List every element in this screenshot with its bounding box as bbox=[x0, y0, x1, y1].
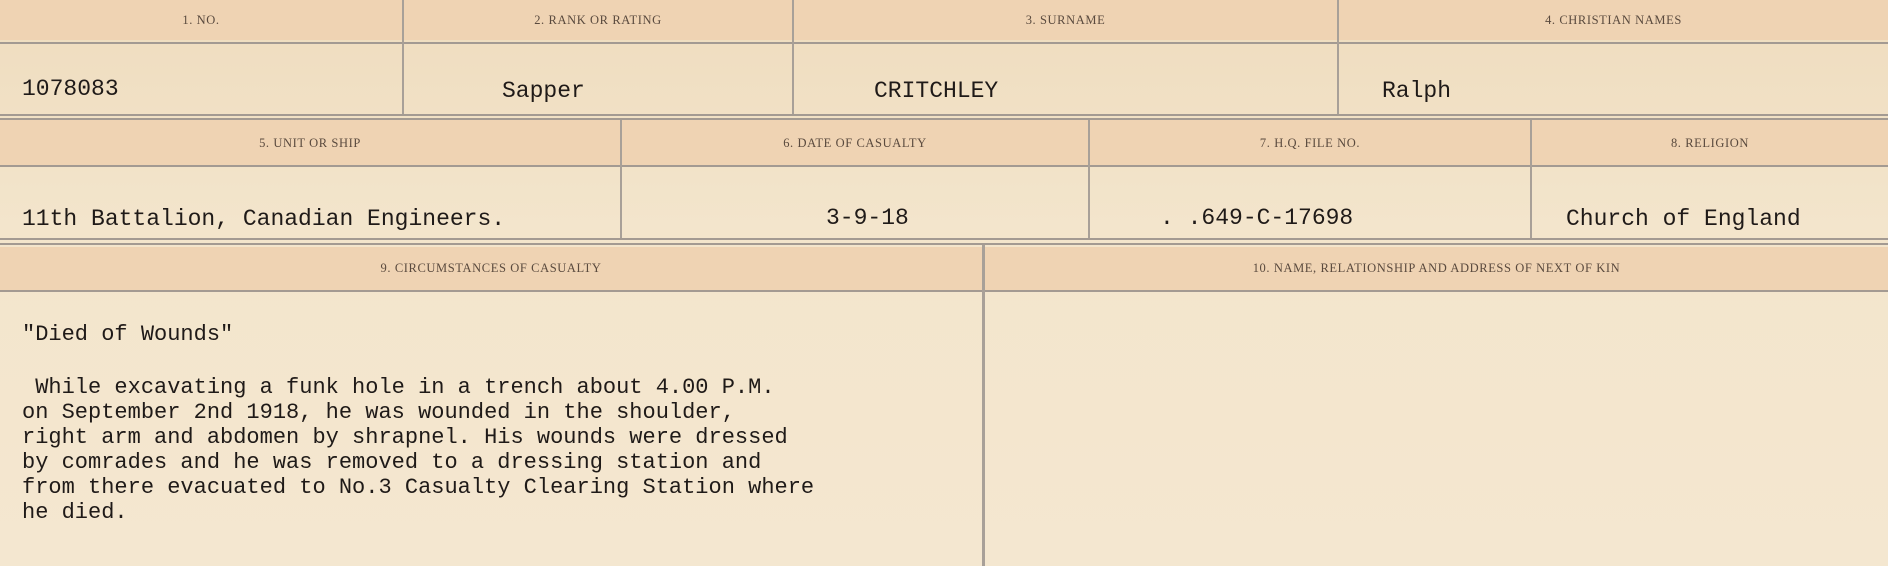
rank-value: Sapper bbox=[502, 78, 585, 104]
header-next-of-kin: 10. NAME, RELATIONSHIP AND ADDRESS OF NEXT OF KIN bbox=[1252, 261, 1621, 275]
christian-names-value: Ralph bbox=[1382, 78, 1452, 104]
hq-file-number-value: . .649-C-17698 bbox=[1160, 205, 1354, 231]
surname-value: CRITCHLEY bbox=[874, 78, 999, 104]
circumstances-text: While excavating a funk hole in a trench about 4.00 P.M. on September 2nd 1918, he was wounded in the shoulder, right arm and abdomen by shrapnel. His wounds were dressed by comrades and he was removed to a dressing station and from there evacuated to No.3 Casualty Clearing Station where he died. bbox=[22, 375, 815, 525]
header-date: 6. DATE OF CASUALTY bbox=[783, 136, 927, 150]
header-circumstances: 9. CIRCUMSTANCES OF CASUALTY bbox=[380, 261, 602, 275]
service-number: 1078083 bbox=[22, 76, 119, 102]
column-divider bbox=[982, 245, 985, 566]
header-rank: 2. RANK OR RATING bbox=[534, 13, 662, 27]
rule bbox=[0, 165, 1888, 167]
rule bbox=[0, 118, 1888, 120]
header-christian-names: 4. CHRISTIAN NAMES bbox=[1545, 13, 1682, 27]
unit-value: 11th Battalion, Canadian Engineers. bbox=[22, 206, 506, 232]
circumstances-title: "Died of Wounds" bbox=[22, 322, 234, 347]
header-file: 7. H.Q. FILE NO. bbox=[1259, 136, 1361, 150]
header-religion: 8. RELIGION bbox=[1670, 136, 1750, 150]
rule bbox=[0, 290, 1888, 292]
rule bbox=[0, 42, 1888, 44]
rule bbox=[0, 243, 1888, 245]
header-no: 1. NO. bbox=[182, 13, 220, 27]
header-surname: 3. SURNAME bbox=[1025, 13, 1106, 27]
religion-value: Church of England bbox=[1566, 206, 1801, 232]
rule bbox=[0, 114, 1888, 116]
rule bbox=[0, 238, 1888, 240]
date-of-casualty-value: 3-9-18 bbox=[826, 205, 909, 231]
header-unit: 5. UNIT OR SHIP bbox=[259, 136, 361, 150]
